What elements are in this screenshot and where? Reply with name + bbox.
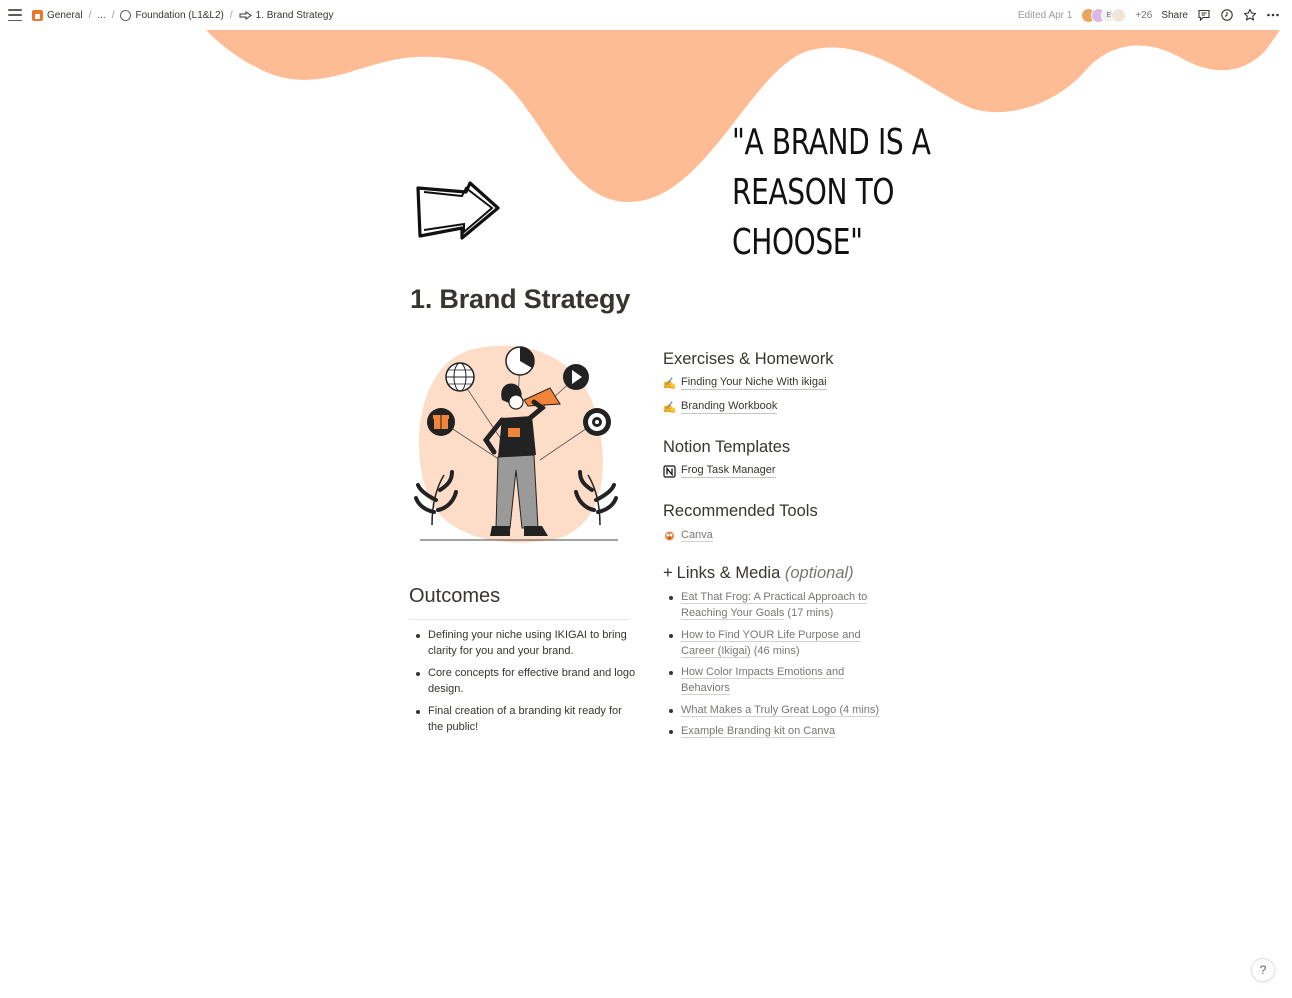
- list-item: [663, 627, 893, 659]
- outcomes-list: [410, 627, 636, 741]
- page-link-finding-niche[interactable]: [663, 375, 923, 391]
- foundation-icon: [120, 10, 131, 21]
- notion-icon: [663, 465, 676, 478]
- arrow-icon: [239, 11, 252, 20]
- writing-hand-icon: ✍️: [662, 401, 677, 414]
- cover-quote-line: "A BRAND IS A: [732, 122, 931, 163]
- page-link-canva[interactable]: [663, 527, 923, 543]
- external-link[interactable]: What Makes a Truly Great Logo (4 mins): [681, 703, 880, 716]
- optional-label: (optional): [784, 564, 854, 582]
- breadcrumb: [32, 8, 334, 22]
- breadcrumb-separator: /: [111, 9, 115, 21]
- link-duration: (17 mins): [784, 607, 834, 619]
- divider: [409, 619, 629, 620]
- canva-icon: [663, 529, 676, 542]
- recommended-tools-section: [663, 502, 923, 543]
- avatar[interactable]: E: [1101, 8, 1116, 23]
- list-item: [663, 589, 893, 621]
- collaborator-avatars[interactable]: [1081, 8, 1126, 23]
- sidebar-menu-button[interactable]: [8, 8, 22, 22]
- plus-icon: +: [663, 564, 673, 582]
- home-icon: [32, 10, 43, 21]
- list-item: [663, 664, 893, 696]
- share-button[interactable]: Share: [1161, 9, 1188, 21]
- links-media-section: [663, 564, 923, 745]
- favorite-star-icon[interactable]: [1243, 8, 1257, 22]
- list-item[interactable]: Core concepts for effective brand and logo design.: [410, 665, 636, 697]
- page-arrow-icon[interactable]: [412, 178, 504, 244]
- page-title[interactable]: 1. Brand Strategy: [410, 284, 631, 314]
- marketing-illustration: [410, 340, 630, 548]
- notion-templates-section: [663, 438, 923, 479]
- breadcrumb-label: 1. Brand Strategy: [255, 9, 334, 21]
- page-link-label[interactable]: Finding Your Niche With ikigai: [681, 376, 827, 388]
- link-duration: (46 mins): [750, 644, 800, 657]
- external-link[interactable]: Eat That Frog: A Practical Approach to Reaching Your Goals: [681, 591, 868, 619]
- list-item: [663, 723, 893, 739]
- writing-hand-icon: ✍️: [662, 377, 677, 390]
- links-media-heading[interactable]: [663, 564, 923, 583]
- page-link-branding-workbook[interactable]: [663, 399, 923, 415]
- outcomes-heading[interactable]: Outcomes: [409, 585, 501, 607]
- external-link[interactable]: Example Branding kit on Canva: [681, 725, 836, 737]
- breadcrumb-label: Foundation (L1&L2): [135, 9, 224, 21]
- exercises-heading[interactable]: Exercises & Homework: [663, 350, 834, 368]
- list-item[interactable]: Final creation of a branding kit ready for the public!: [410, 703, 636, 735]
- more-options-icon[interactable]: [1266, 8, 1280, 22]
- links-media-list: [663, 589, 893, 739]
- list-item: [663, 702, 893, 718]
- external-link[interactable]: How to Find YOUR Life Purpose and Career (Ikigai): [681, 628, 861, 657]
- topbar: [0, 0, 1292, 30]
- notion-templates-heading[interactable]: Notion Templates: [663, 438, 791, 456]
- comments-icon[interactable]: [1197, 8, 1211, 22]
- breadcrumb-separator: /: [88, 9, 92, 21]
- page-link-label[interactable]: Canva: [681, 528, 713, 541]
- help-button[interactable]: ?: [1251, 958, 1275, 982]
- links-media-heading-label: Links & Media: [676, 564, 781, 582]
- exercises-section: [663, 350, 923, 415]
- breadcrumb-separator: /: [229, 9, 233, 21]
- external-link[interactable]: How Color Impacts Emotions and Behaviors: [681, 666, 845, 694]
- collaborator-count[interactable]: +26: [1135, 9, 1153, 21]
- breadcrumb-item-brand-strategy[interactable]: [239, 10, 334, 21]
- page-link-frog-task-manager[interactable]: [663, 463, 923, 479]
- history-icon[interactable]: [1220, 8, 1234, 22]
- edited-timestamp: Edited Apr 1: [1017, 9, 1073, 21]
- breadcrumb-label: General: [47, 9, 83, 21]
- breadcrumb-item-foundation[interactable]: [120, 10, 223, 21]
- cover-quote: [732, 118, 982, 268]
- breadcrumb-label: ...: [97, 9, 106, 21]
- page-link-label[interactable]: Frog Task Manager: [681, 464, 776, 476]
- breadcrumb-item-ellipsis[interactable]: [97, 10, 105, 21]
- avatar[interactable]: [1111, 8, 1126, 23]
- page-link-label[interactable]: Branding Workbook: [681, 400, 778, 412]
- recommended-tools-heading[interactable]: Recommended Tools: [663, 502, 818, 520]
- breadcrumb-item-general[interactable]: [32, 10, 83, 21]
- list-item[interactable]: Defining your niche using IKIGAI to bring clarity for you and your brand.: [410, 627, 636, 659]
- topbar-actions: [1018, 6, 1280, 24]
- cover-quote-line: REASON TO CHOOSE": [732, 172, 895, 263]
